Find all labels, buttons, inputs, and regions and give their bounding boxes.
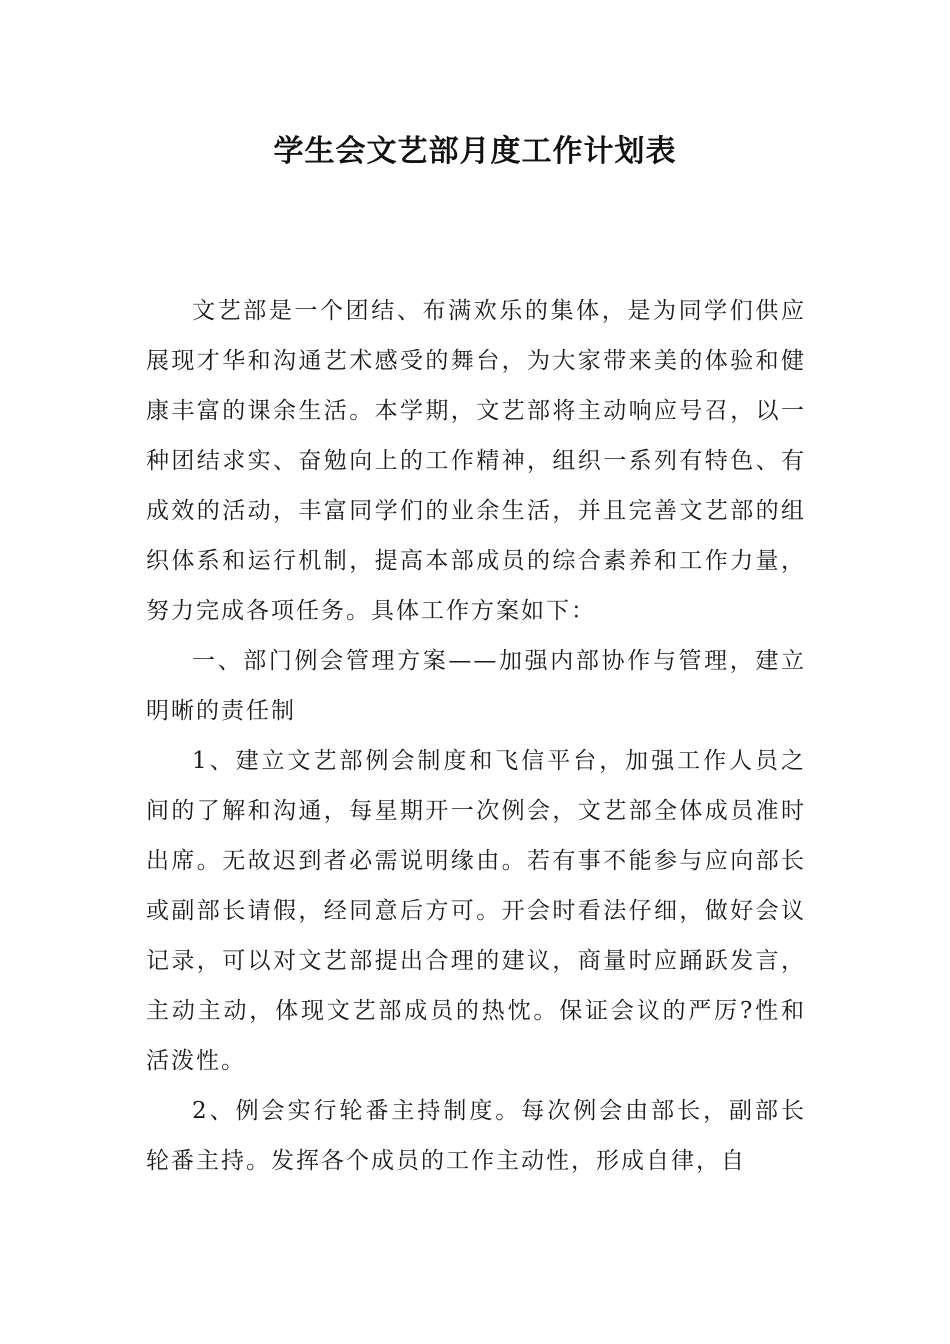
paragraph-intro: 文艺部是一个团结、布满欢乐的集体，是为同学们供应展现才华和沟通艺术感受的舞台，为大家带来美的体验和健康丰富的课余生活。本学期，文艺部将主动响应号召，以一种团结求实、奋勉向上的工作精神，组织一系列有特色、有成效的活动，丰富同学们的业余生活，并且完善文艺部的组织体系和运行机制，提高本部成员的综合素养和工作力量，努力完成各项任务。具体工作方案如下： <box>146 298 806 624</box>
document-title: 学生会文艺部月度工作计划表 <box>273 134 677 169</box>
document-body <box>146 286 806 1186</box>
paragraph-item-2: 2、例会实行轮番主持制度。每次例会由部长，副部长轮番主持。发挥各个成员的工作主动性，形成自律，自 <box>146 1098 806 1174</box>
paragraph-section-1-heading: 一、部门例会管理方案——加强内部协作与管理，建立明晰的责任制 <box>146 648 806 724</box>
paragraph-item-1: 1、建立文艺部例会制度和飞信平台，加强工作人员之间的了解和沟通，每星期开一次例会，文艺部全体成员准时出席。无故迟到者必需说明缘由。若有事不能参与应向部长或副部长请假，经同意后方可。开会时看法仔细，做好会议记录，可以对文艺部提出合理的建议，商量时应踊跃发言，主动主动，体现文艺部成员的热忱。保证会议的严厉?性和活泼性。 <box>146 748 806 1074</box>
